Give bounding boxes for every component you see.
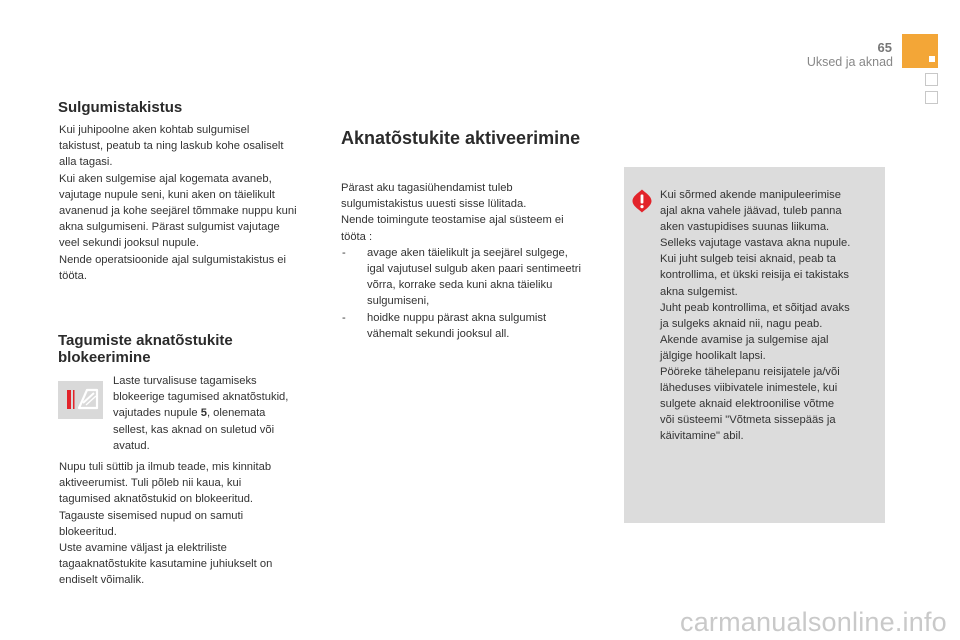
text-line: akna sulgumiseni. Pärast sulgumist vajutage [59, 221, 280, 234]
section-tab-box [925, 73, 938, 86]
text-line: Juht peab kontrollima, et sõitjad avaks [660, 301, 850, 314]
watermark: carmanualsonline.info [680, 607, 947, 637]
text-line: igal vajutusel sulgub aken paari sentimeetri [367, 263, 581, 276]
text-line: Laste turvalisuse tagamiseks [113, 375, 257, 387]
steps-list [341, 245, 611, 342]
text-line: endiselt võimalik. [59, 574, 145, 587]
text-line: akna sulgemist. [660, 285, 738, 298]
text-line: avanenud ja kohe seejärel tõmmake nuppu kuni [59, 205, 297, 218]
text-line: Nende operatsioonide ajal sulgumistakistus ei [59, 253, 286, 266]
text-line: sellest, kas aknad on suletud või [113, 423, 275, 436]
heading-aktiveerimine: Aknatõstukite aktiveerimine [341, 128, 581, 148]
section-tab-box [925, 91, 938, 104]
text-line: tööta. [59, 269, 87, 282]
text-fragment: vajutades nupule [113, 407, 201, 420]
text-line: avage aken täielikult ja seejärel sulgege, [367, 246, 568, 259]
text-fragment: , olenemata [206, 407, 266, 420]
list-dash: - [342, 311, 346, 324]
text-line: alla tagasi. [59, 156, 113, 169]
aktiveerimine-text [341, 180, 611, 342]
text-line: vähemalt sekundi jooksul all. [367, 327, 510, 340]
text-line: tööta : [341, 230, 373, 243]
text-line: aktiveerumist. Tuli põleb nii kaua, kui [59, 477, 242, 490]
text-line: tagaaknatõstukite kasutamine juhiukselt on [59, 558, 273, 571]
child-lock-icon [58, 381, 103, 419]
text-line: Nende toimingute teostamise ajal süsteem ei [341, 214, 564, 227]
text-line: Pööreke tähelepanu reisijatele ja/või [660, 366, 840, 379]
page-number: 65 [877, 40, 892, 55]
text-line: sulgete aknaid elektroonilise võtme [660, 398, 835, 411]
text-line: jälgige hoolikalt lapsi. [660, 349, 766, 362]
text-line: Akende avamise ja sulgemise ajal [660, 333, 829, 346]
text-line: ajal akna vahele jäävad, tuleb panna [660, 205, 842, 218]
tab-marker [929, 56, 935, 62]
text-line: Kui juhipoolne aken kohtab sulgumisel [59, 124, 250, 136]
text-line: Selleks vajutage vastava akna nupule. [660, 237, 851, 250]
text-line: Nupu tuli süttib ja ilmub teade, mis kinnitab [59, 461, 272, 473]
text-line: Pärast aku tagasiühendamist tuleb [341, 182, 513, 194]
text-line: Kui sõrmed akende manipuleerimise [660, 189, 841, 201]
text-line: Kui aken sulgemise ajal kogemata avaneb, [59, 172, 272, 185]
tagumised-text [59, 459, 321, 589]
section-tab [902, 34, 938, 68]
sulgumistakistus-text [59, 122, 321, 284]
list-item [341, 310, 611, 342]
text-line: blokeerige tagumised aknatõstukid, [113, 391, 289, 404]
text-line: aken vastupidises suunas liikuma. [660, 221, 830, 234]
text-line: sulgumiseni, [367, 295, 430, 308]
button-number: 5 [200, 407, 207, 420]
text-line: Tagauste sisemised nupud on samuti [59, 509, 244, 522]
text-line: veel sekundi jooksul nupule. [59, 237, 199, 250]
text-line: takistust, peatub ta ning laskub kohe osaliselt [59, 140, 284, 153]
text-line: Kui juht sulgeb teisi aknaid, peab ta [660, 253, 837, 266]
tagumised-icon-text [113, 373, 323, 454]
text-line: käivitamine" abil. [660, 430, 744, 443]
heading-tagumised [58, 332, 318, 366]
text-line-with-button [113, 405, 323, 421]
list-dash: - [342, 246, 346, 259]
text-line: avatud. [113, 439, 150, 452]
text-line: hoidke nuppu pärast akna sulgumist [367, 311, 547, 324]
list-item [341, 245, 611, 310]
text-line: või süsteemi "Võtmeta sissepääs ja [660, 414, 836, 427]
heading-line: blokeerimine [58, 349, 151, 366]
text-line: ja sulgeks aknaid nii, nagu peab. [660, 317, 823, 330]
text-line: sulgumistakistus uuesti sisse lülitada. [341, 198, 527, 211]
heading-line: Tagumiste aknatõstukite [58, 332, 233, 349]
text-line: võrra, korrake seda kuni akna täieliku [367, 279, 553, 292]
text-line: tagumised aknatõstukid on blokeeritud. [59, 493, 254, 506]
warning-icon [632, 189, 652, 213]
heading-sulgumistakistus: Sulgumistakistus [58, 99, 183, 116]
text-line: vajutage nupule seni, kuni aken on täielikult [59, 188, 275, 201]
text-line: Uste avamine väljast ja elektriliste [59, 542, 227, 555]
text-line: blokeeritud. [59, 525, 117, 538]
text-line: kontrollima, et ükski reisija ei takistaks [660, 269, 850, 282]
warning-text [660, 187, 882, 445]
text-line: läheduses viibivatele inimestele, kui [660, 382, 838, 395]
section-title: Uksed ja aknad [806, 55, 893, 69]
